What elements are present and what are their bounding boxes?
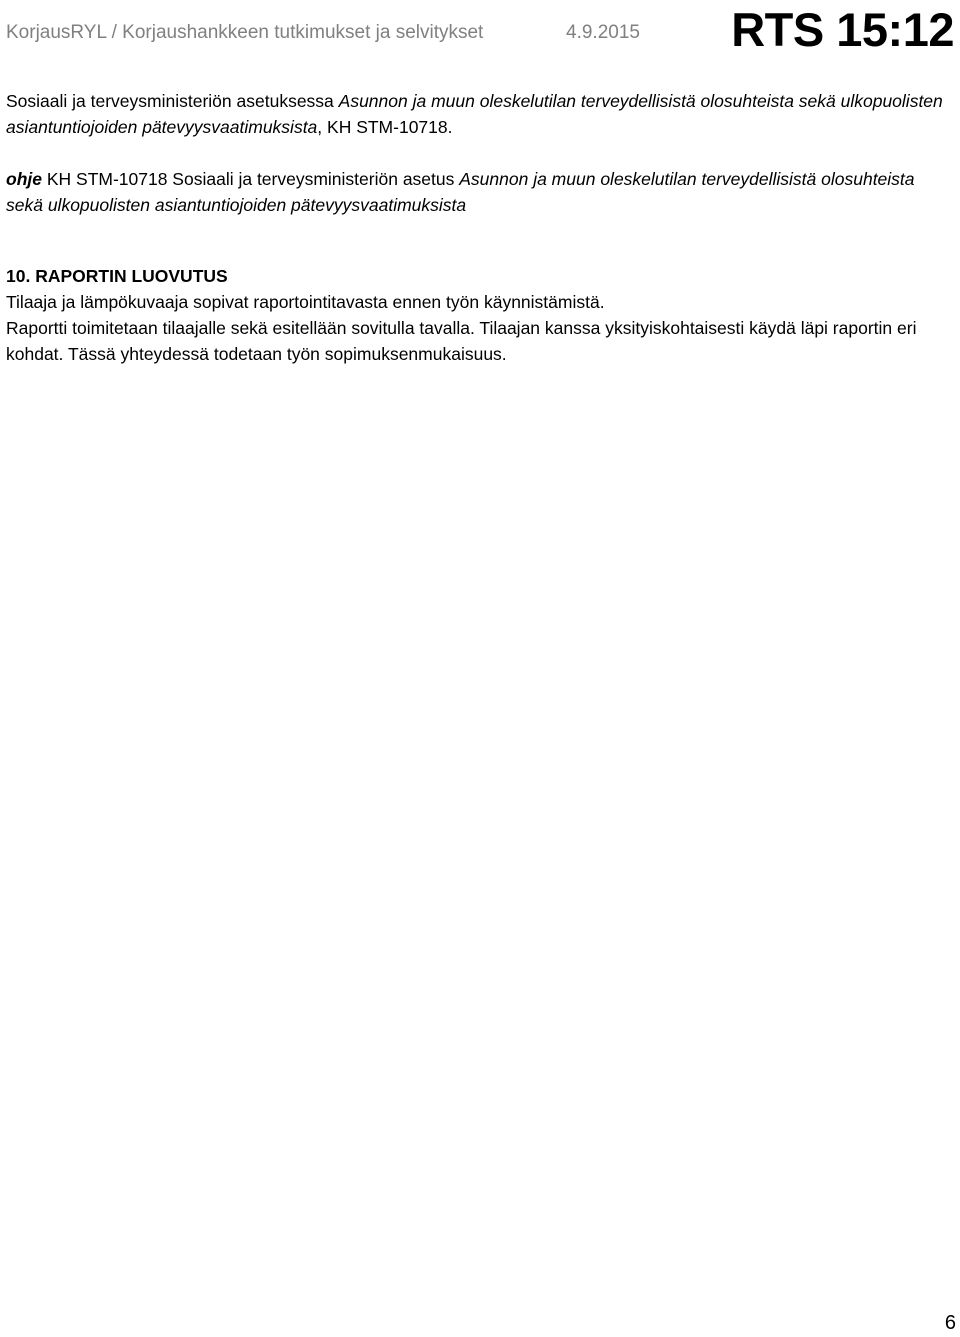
paragraph-text: , KH STM-10718. xyxy=(317,117,453,137)
section-paragraph: Tilaaja ja lämpökuvaaja sopivat raportointitavasta ennen työn käynnistämistä. xyxy=(6,292,605,312)
paragraph-guideline-reference xyxy=(6,166,952,218)
document-body xyxy=(6,88,952,367)
regulation-title: Asunnon ja muun oleskelutilan terveydellisistä olosuhteista sekä ulkopuolisten asiantuntiojoiden pätevyysvaatimuksista xyxy=(6,91,943,137)
section-heading: 10. RAPORTIN LUOVUTUS xyxy=(6,266,228,286)
paragraph-text: KH STM-10718 Sosiaali ja terveysministeriön asetus xyxy=(41,169,460,189)
page-header xyxy=(0,0,960,56)
paragraph-text: Sosiaali ja terveysministeriön asetuksessa xyxy=(6,91,339,111)
header-date: 4.9.2015 xyxy=(566,22,640,43)
section-report-handover xyxy=(6,263,952,367)
document-code: RTS 15:12 xyxy=(731,3,954,56)
regulation-title: Asunnon ja muun oleskelutilan terveydellisistä olosuhteista sekä ulkopuolisten asiantuntiojoiden pätevyysvaatimuksista xyxy=(6,169,915,215)
section-paragraph: Raportti toimitetaan tilaajalle sekä esitellään sovitulla tavalla. Tilaajan kanssa yksityiskohtaisesti käydä läpi raportin eri kohdat. Tässä yhteydessä todetaan työn sopimuksenmukaisuus. xyxy=(6,318,917,364)
guideline-label: ohje xyxy=(6,169,42,189)
header-breadcrumb: KorjausRYL / Korjaushankkeen tutkimukset ja selvitykset xyxy=(6,22,484,43)
paragraph-regulation-reference xyxy=(6,88,952,140)
page-number: 6 xyxy=(944,1312,956,1334)
